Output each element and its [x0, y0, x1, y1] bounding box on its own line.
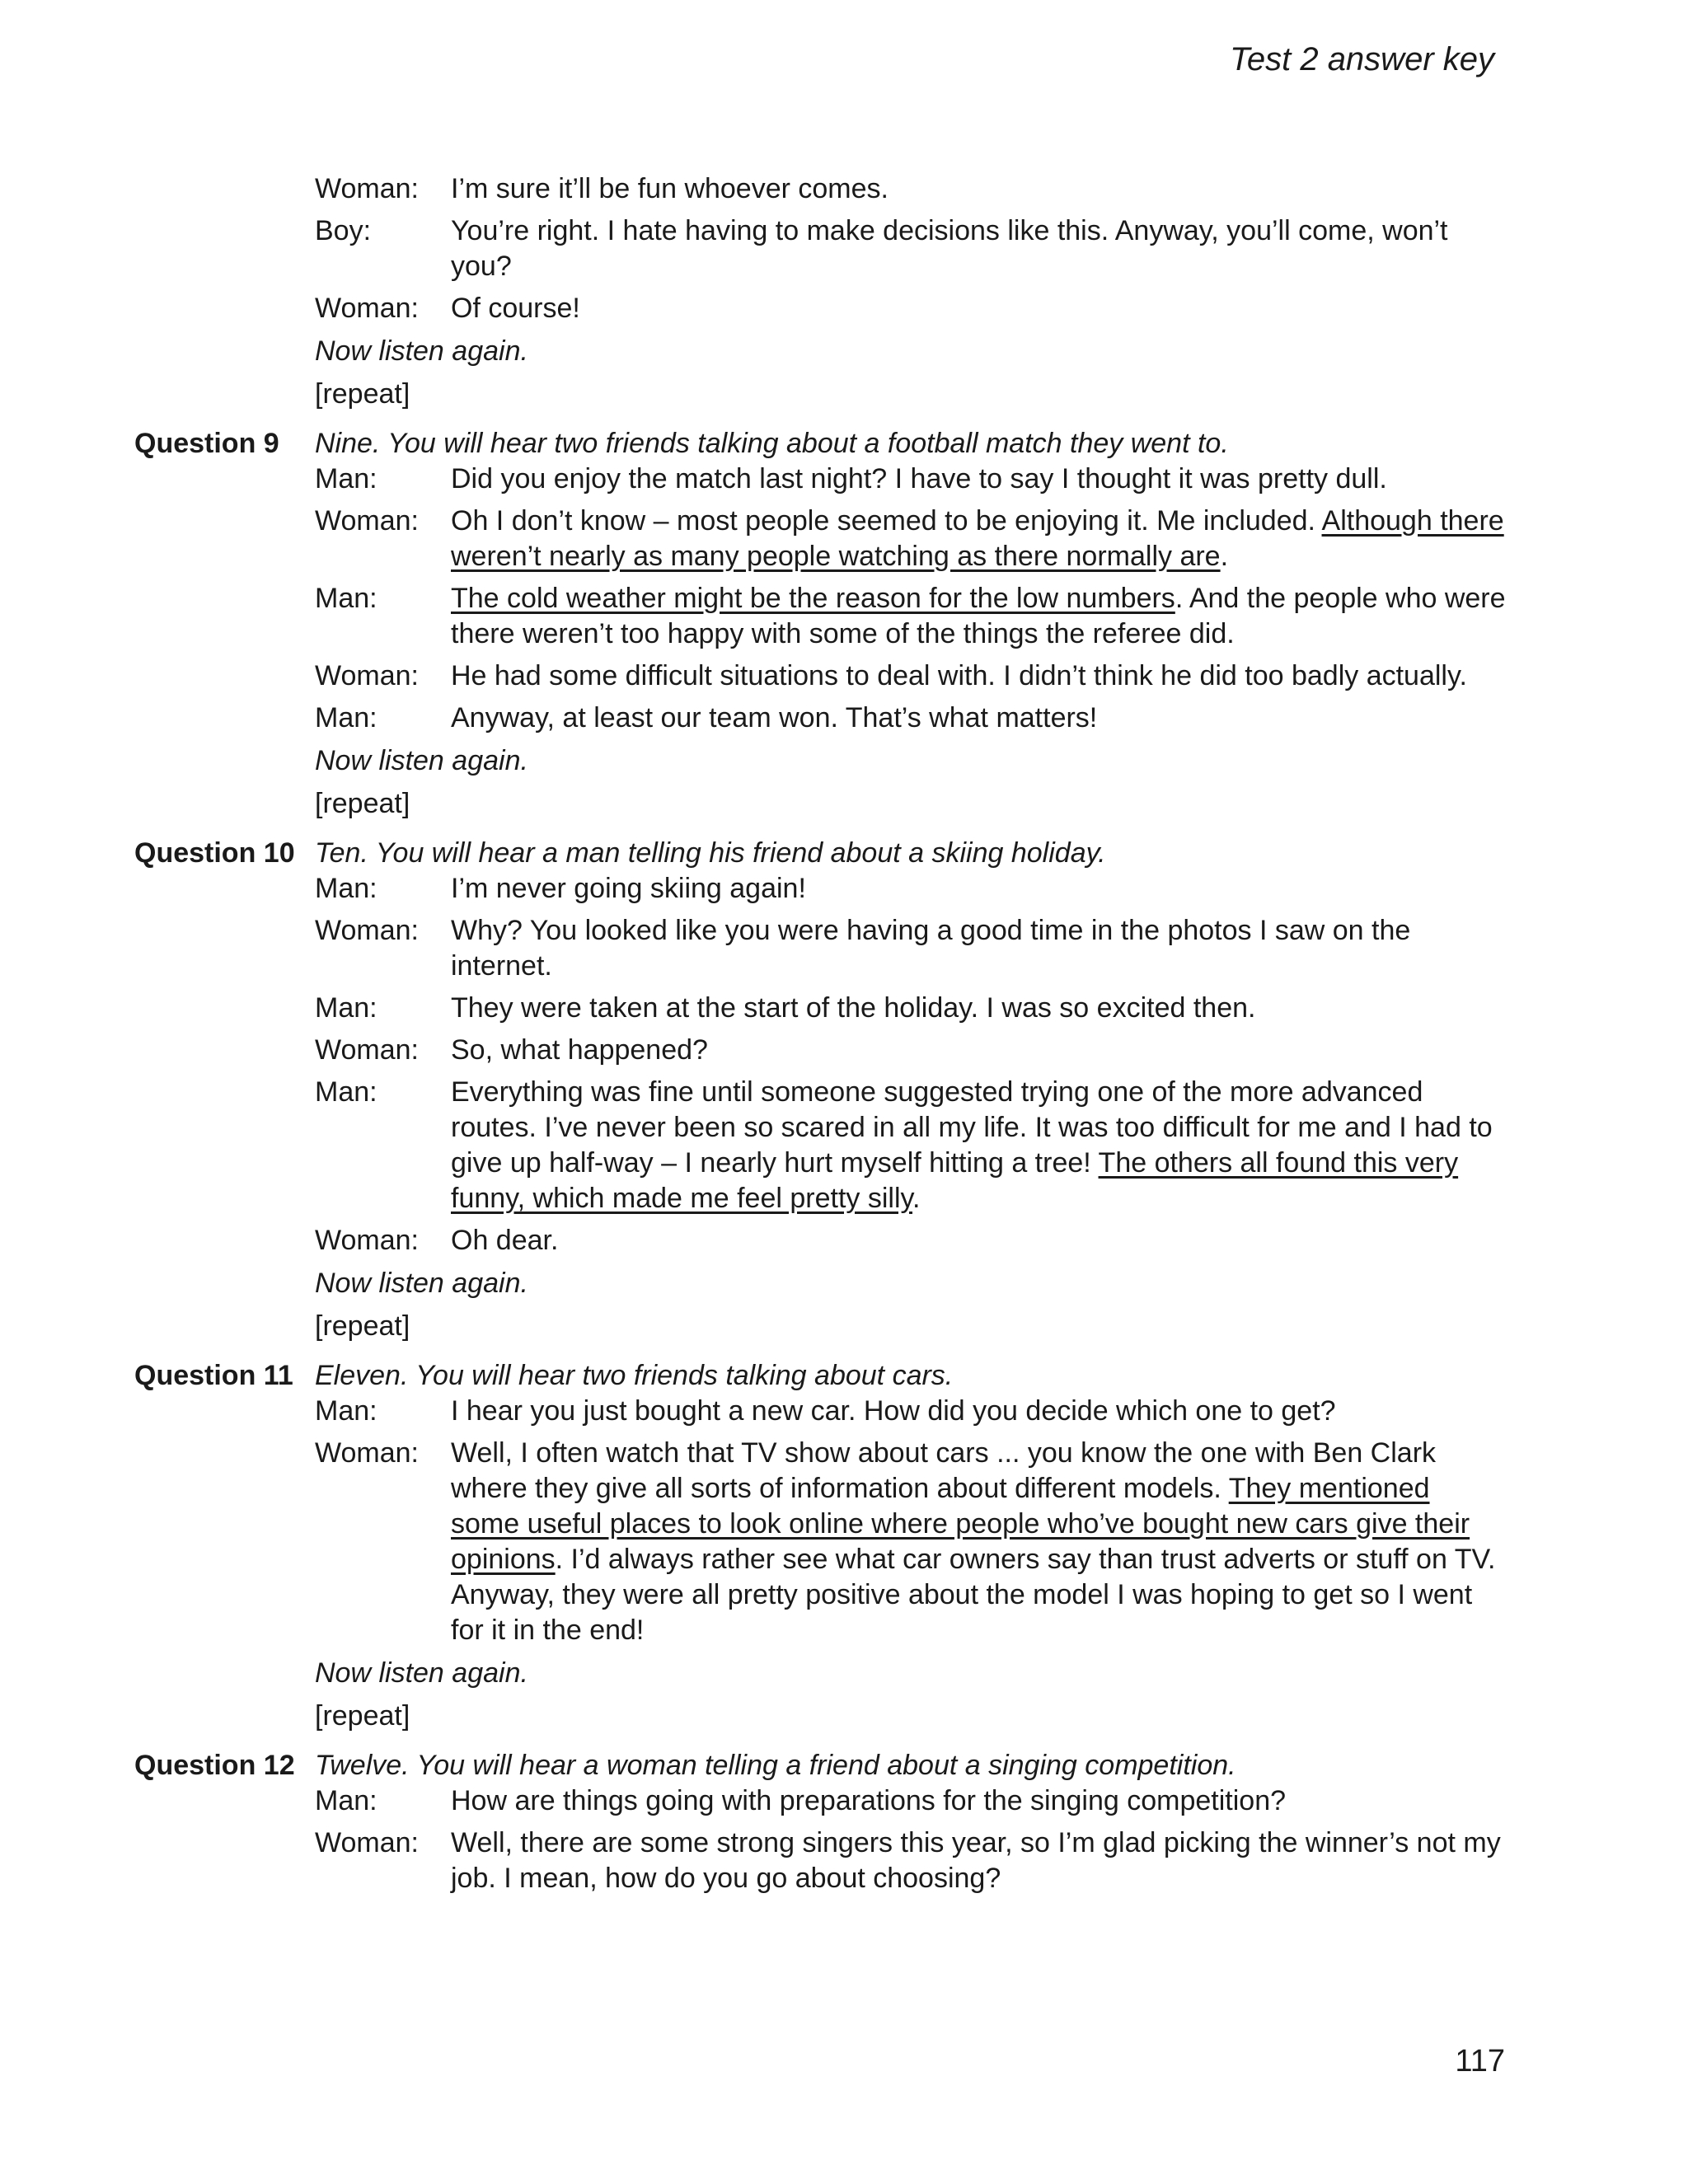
dialogue-line	[315, 504, 1688, 574]
speaker: Woman:	[315, 1827, 419, 1858]
speaker: Man:	[315, 1395, 377, 1427]
repeat-note: [repeat]	[315, 378, 410, 410]
dialogue-line	[315, 213, 1688, 284]
dialogue-line	[315, 1394, 1688, 1429]
transcript	[0, 171, 1688, 1910]
question-label: Question 11	[134, 1360, 293, 1391]
utterance: Anyway, at least our team won. That’s what matters!	[451, 702, 1098, 733]
dialogue-line	[315, 1436, 1688, 1648]
utterance: I hear you just bought a new car. How did you decide which one to get?	[451, 1395, 1336, 1427]
page-number: 117	[1455, 2044, 1505, 2079]
speaker: Man:	[315, 873, 377, 904]
listen-again: Now listen again.	[315, 1268, 528, 1299]
speaker: Man:	[315, 702, 377, 733]
repeat-note: [repeat]	[315, 1700, 410, 1732]
utterance: I’m never going skiing again!	[451, 873, 806, 904]
dialogue-line	[315, 991, 1688, 1026]
continued-dialogue	[0, 171, 1688, 412]
utterance: Did you enjoy the match last night? I have to say I thought it was pretty dull.	[451, 463, 1387, 494]
dialogue-line	[315, 701, 1688, 736]
repeat-note: [repeat]	[315, 1310, 410, 1342]
speaker: Man:	[315, 463, 377, 494]
question-label: Question 10	[134, 837, 295, 869]
dialogue-line	[315, 581, 1688, 652]
question-label: Question 12	[134, 1750, 295, 1781]
listen-again: Now listen again.	[315, 335, 528, 367]
utterance: So, what happened?	[451, 1034, 708, 1066]
utterance: Oh I don’t know – most people seemed to be enjoying it. Me included. Although there weren’t nearly as many people watching as there normally are.	[451, 505, 1504, 572]
dialogue-line	[315, 658, 1688, 694]
dialogue-line	[315, 1075, 1688, 1216]
underlined-answer: The others all found this very funny, which made me feel pretty silly	[451, 1147, 1459, 1214]
dialogue-line	[315, 913, 1688, 984]
question-12	[0, 1747, 1688, 1896]
speaker: Woman:	[315, 1225, 419, 1256]
speaker: Man:	[315, 1785, 377, 1816]
page-header: Test 2 answer key	[1230, 41, 1494, 77]
question-9	[0, 425, 1688, 822]
question-label: Question 9	[134, 428, 279, 459]
utterance: Why? You looked like you were having a good time in the photos I saw on the internet.	[451, 915, 1411, 982]
speaker: Boy:	[315, 215, 372, 246]
utterance: The cold weather might be the reason for the low numbers. And the people who were there weren’t too happy with some of the things the referee did.	[451, 583, 1506, 649]
underlined-answer: The cold weather might be the reason for the low numbers	[451, 583, 1175, 614]
speaker: Woman:	[315, 293, 419, 324]
utterance: You’re right. I hate having to make decisions like this. Anyway, you’ll come, won’t you?	[451, 215, 1448, 282]
speaker: Man:	[315, 992, 377, 1024]
repeat-note: [repeat]	[315, 788, 410, 819]
speaker: Woman:	[315, 173, 419, 204]
listen-again: Now listen again.	[315, 745, 528, 776]
listen-again: Now listen again.	[315, 1657, 528, 1689]
speaker: Man:	[315, 583, 377, 614]
underlined-answer: Although there weren’t nearly as many people watching as there normally are	[451, 505, 1504, 572]
speaker: Woman:	[315, 1034, 419, 1066]
dialogue-line	[315, 1223, 1688, 1258]
speaker: Woman:	[315, 505, 419, 537]
utterance: How are things going with preparations for the singing competition?	[451, 1785, 1287, 1816]
utterance: They were taken at the start of the holiday. I was so excited then.	[451, 992, 1256, 1024]
dialogue-line	[315, 871, 1688, 907]
utterance: Of course!	[451, 293, 580, 324]
question-intro: Ten. You will hear a man telling his friend about a skiing holiday.	[315, 837, 1106, 869]
utterance: Everything was fine until someone suggested trying one of the more advanced routes. I’ve never been so scared in all my life. It was too difficult for me and I had to give up half-way – I nearly hurt myself hitting a tree! The others all found this very funny, which made me feel pretty silly.	[451, 1076, 1493, 1214]
speaker: Man:	[315, 1076, 377, 1108]
question-intro: Twelve. You will hear a woman telling a friend about a singing competition.	[315, 1750, 1236, 1781]
dialogue-line	[315, 462, 1688, 497]
dialogue-line	[315, 171, 1688, 207]
dialogue-line	[315, 1825, 1688, 1896]
question-intro: Nine. You will hear two friends talking about a football match they went to.	[315, 428, 1229, 459]
utterance: Oh dear.	[451, 1225, 559, 1256]
speaker: Woman:	[315, 915, 419, 946]
underlined-answer: They mentioned some useful places to look online where people who’ve bought new cars give their opinions	[451, 1473, 1470, 1575]
speaker: Woman:	[315, 660, 419, 691]
utterance: I’m sure it’ll be fun whoever comes.	[451, 173, 889, 204]
dialogue-line	[315, 1033, 1688, 1068]
utterance: Well, I often watch that TV show about cars ... you know the one with Ben Clark where they give all sorts of information about different models. They mentioned some useful places to look online where people who’ve bought new cars give their opinions. I’d always rather see what car owners say than trust adverts or stuff on TV. Anyway, they were all pretty positive about the model I was hoping to get so I went for it in the end!	[451, 1437, 1496, 1646]
speaker: Woman:	[315, 1437, 419, 1469]
utterance: He had some difficult situations to deal with. I didn’t think he did too badly actually.	[451, 660, 1467, 691]
question-10	[0, 835, 1688, 1344]
dialogue-line	[315, 1783, 1688, 1819]
dialogue-line	[315, 291, 1688, 326]
question-intro: Eleven. You will hear two friends talking about cars.	[315, 1360, 954, 1391]
utterance: Well, there are some strong singers this year, so I’m glad picking the winner’s not my job. I mean, how do you go about choosing?	[451, 1827, 1501, 1894]
question-11	[0, 1357, 1688, 1734]
